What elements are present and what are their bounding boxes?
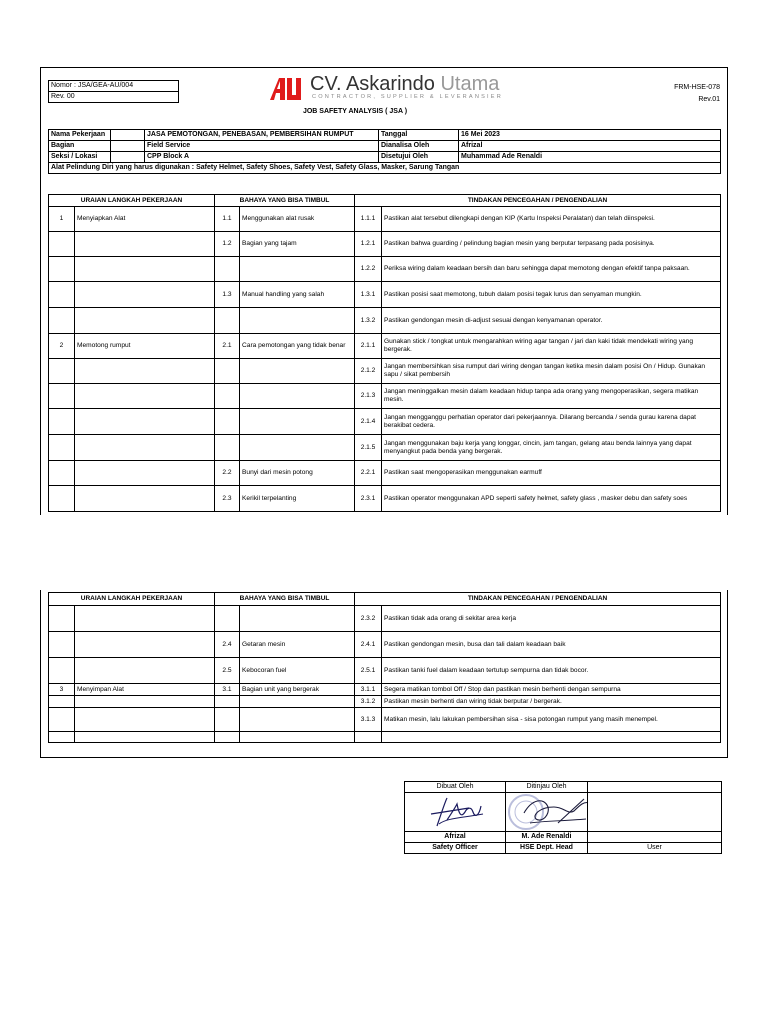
- table-row: [49, 282, 721, 308]
- step-number: [49, 359, 75, 384]
- control-text: Pastikan tanki fuel dalam keadaan tertutup sempurna dan tidak bocor.: [382, 658, 721, 684]
- control-number: 1.2.1: [355, 232, 382, 257]
- control-number: 3.1.3: [355, 708, 382, 732]
- step-number: [49, 708, 75, 732]
- reviewed-signature: [506, 793, 588, 832]
- approved-by-label: Disetujui Oleh: [379, 152, 459, 163]
- table-row: [49, 435, 721, 461]
- control-text: Gunakan stick / tongkat untuk mengarahkan wiring agar tangan / jari dan kaki tidak mendekati wiring yang bergerak.: [382, 334, 721, 359]
- control-number: [355, 732, 382, 743]
- job-name-label: Nama Pekerjaan: [49, 130, 111, 141]
- control-number: 2.3.2: [355, 606, 382, 632]
- control-text: Jangan meninggalkan mesin dalam keadaan hidup tanpa ada orang yang mengoperasikan, segera matikan mesin.: [382, 384, 721, 409]
- signature-afrizal-icon: [417, 794, 497, 832]
- hazard-text: Cara pemotongan yang tidak benar: [240, 334, 355, 359]
- hazard-number: 2.1: [215, 334, 240, 359]
- hazard-number: [215, 732, 240, 743]
- document-title: JOB SAFETY ANALYSIS ( JSA ): [302, 108, 408, 115]
- section-label: Bagian: [49, 141, 111, 152]
- step-number: [49, 282, 75, 308]
- hazard-number: 1.2: [215, 232, 240, 257]
- job-info-table: [48, 129, 721, 174]
- table-row: [49, 606, 721, 632]
- step-number: [49, 658, 75, 684]
- au-logo-icon: [270, 76, 310, 102]
- step-number: [49, 232, 75, 257]
- prepared-signature: [405, 793, 506, 832]
- step-text: [75, 384, 215, 409]
- control-text: Matikan mesin, lalu lakukan pembersihan sisa - sisa potongan rumput yang masih menempel.: [382, 708, 721, 732]
- hazard-number: [215, 384, 240, 409]
- signature-renaldi-icon: [514, 793, 588, 831]
- hazard-text: Bunyi dari mesin potong: [240, 461, 355, 486]
- hazard-text: [240, 308, 355, 334]
- control-text: Pastikan posisi saat memotong, tubuh dalam posisi tegak lurus dan senyaman mungkin.: [382, 282, 721, 308]
- hazard-number: [215, 308, 240, 334]
- step-text: [75, 461, 215, 486]
- control-text: Pastikan bahwa guarding / pelindung bagian mesin yang berputar terpasang pada posisinya.: [382, 232, 721, 257]
- control-number: 2.3.1: [355, 486, 382, 512]
- control-text: Pastikan tidak ada orang di sekitar area kerja: [382, 606, 721, 632]
- form-revision: Rev.01: [698, 96, 720, 103]
- step-number: [49, 486, 75, 512]
- hazard-number: 2.5: [215, 658, 240, 684]
- col-header-controls: TINDAKAN PENCEGAHAN / PENGENDALIAN: [355, 195, 721, 207]
- hazard-text: Kebocoran fuel: [240, 658, 355, 684]
- control-number: 3.1.2: [355, 696, 382, 708]
- hazard-number: [215, 435, 240, 461]
- hazard-text: [240, 435, 355, 461]
- control-text: Pastikan mesin berhenti dan wiring tidak berputar / bergerak.: [382, 696, 721, 708]
- step-number: [49, 384, 75, 409]
- control-number: 2.1.1: [355, 334, 382, 359]
- control-text: Jangan mengganggu perhatian operator dari pekerjaannya. Dilarang bercanda / senda gurau karena dapat berakibat cedera.: [382, 409, 721, 435]
- doc-number-box: [48, 80, 179, 103]
- hazard-text: [240, 359, 355, 384]
- table-row: [49, 409, 721, 435]
- col-header-steps: URAIAN LANGKAH PEKERJAAN: [49, 593, 215, 606]
- date-label: Tanggal: [379, 130, 459, 141]
- control-number: 2.1.3: [355, 384, 382, 409]
- user-label: User: [588, 843, 722, 854]
- control-number: 1.1.1: [355, 207, 382, 232]
- hazard-number: 1.1: [215, 207, 240, 232]
- step-text: [75, 257, 215, 282]
- prepared-by-role: Safety Officer: [405, 843, 506, 854]
- hazard-text: [240, 384, 355, 409]
- doc-revision: Rev. 00: [49, 92, 179, 103]
- table-row: [49, 257, 721, 282]
- control-text: [382, 732, 721, 743]
- hazard-number: 1.3: [215, 282, 240, 308]
- signature-table: [404, 781, 722, 854]
- step-text: Menyimpan Alat: [75, 684, 215, 696]
- prepared-by-name: Afrizal: [405, 832, 506, 843]
- step-text: [75, 308, 215, 334]
- step-text: [75, 632, 215, 658]
- control-number: 3.1.1: [355, 684, 382, 696]
- step-text: [75, 282, 215, 308]
- jsa-table-page-2: [48, 592, 721, 743]
- step-number: [49, 461, 75, 486]
- step-text: [75, 232, 215, 257]
- hazard-number: 2.2: [215, 461, 240, 486]
- control-number: 1.3.2: [355, 308, 382, 334]
- control-text: Jangan menggunakan baju kerja yang longgar, cincin, jam tangan, gelang atau benda lainnya yang dapat menyangkut pada benda yang bergerak.: [382, 435, 721, 461]
- ppe-requirement: Alat Pelindung Diri yang harus digunakan : Safety Helmet, Safety Shoes, Safety Vest, Safety Glass, Masker, Sarung Tangan: [49, 163, 721, 174]
- step-number: [49, 732, 75, 743]
- hazard-text: [240, 696, 355, 708]
- hazard-text: [240, 606, 355, 632]
- table-row: [49, 486, 721, 512]
- table-row: [49, 708, 721, 732]
- section-value: Field Service: [145, 141, 379, 152]
- control-text: Pastikan alat tersebut dilengkapi dengan KIP (Kartu Inspeksi Peralatan) dan telah diinspeksi.: [382, 207, 721, 232]
- control-number: 2.2.1: [355, 461, 382, 486]
- hazard-number: 2.3: [215, 486, 240, 512]
- step-number: [49, 696, 75, 708]
- hazard-text: [240, 409, 355, 435]
- job-name-value: JASA PEMOTONGAN, PENEBASAN, PEMBERSIHAN RUMPUT: [145, 130, 379, 141]
- table-row: [49, 732, 721, 743]
- control-number: 2.1.5: [355, 435, 382, 461]
- form-code: FRM-HSE-078: [674, 84, 720, 91]
- approved-by-value: Muhammad Ade Renaldi: [459, 152, 721, 163]
- table-row: [49, 308, 721, 334]
- step-text: Memotong rumput: [75, 334, 215, 359]
- company-name-secondary: Utama: [440, 73, 500, 95]
- control-number: 1.3.1: [355, 282, 382, 308]
- step-number: [49, 409, 75, 435]
- table-row: [49, 696, 721, 708]
- step-number: [49, 606, 75, 632]
- hazard-text: [240, 708, 355, 732]
- reviewed-by-role: HSE Dept. Head: [506, 843, 588, 854]
- table-row: [49, 632, 721, 658]
- hazard-text: Kerikil terpelanting: [240, 486, 355, 512]
- hazard-text: Manual handling yang salah: [240, 282, 355, 308]
- col-header-hazards: BAHAYA YANG BISA TIMBUL: [215, 593, 355, 606]
- col-header-hazards: BAHAYA YANG BISA TIMBUL: [215, 195, 355, 207]
- hazard-text: Bagian unit yang bergerak: [240, 684, 355, 696]
- hazard-text: [240, 732, 355, 743]
- step-number: [49, 435, 75, 461]
- control-number: 2.1.2: [355, 359, 382, 384]
- date-value: 16 Mei 2023: [459, 130, 721, 141]
- step-number: [49, 632, 75, 658]
- control-text: Segera matikan tombol Off / Stop dan pastikan mesin berhenti dengan sempurna: [382, 684, 721, 696]
- step-text: [75, 708, 215, 732]
- table-row: [49, 359, 721, 384]
- step-number: 3: [49, 684, 75, 696]
- control-text: Periksa wiring dalam keadaan bersih dan baru sehingga dapat memotong dengan efektif tanpa paksaan.: [382, 257, 721, 282]
- step-text: [75, 606, 215, 632]
- company-logo: [270, 73, 503, 102]
- analyzed-by-label: Dianalisa Oleh: [379, 141, 459, 152]
- step-text: [75, 486, 215, 512]
- hazard-number: [215, 409, 240, 435]
- step-text: Menyiapkan Alat: [75, 207, 215, 232]
- control-number: 1.2.2: [355, 257, 382, 282]
- hazard-text: Getaran mesin: [240, 632, 355, 658]
- table-row: [49, 334, 721, 359]
- step-number: 2: [49, 334, 75, 359]
- control-text: Pastikan operator menggunakan APD seperti safety helmet, safety glass , masker debu dan safety soes: [382, 486, 721, 512]
- col-header-controls: TINDAKAN PENCEGAHAN / PENGENDALIAN: [355, 593, 721, 606]
- table-row: [49, 384, 721, 409]
- hazard-number: [215, 696, 240, 708]
- reviewed-by-name: M. Ade Renaldi: [506, 832, 588, 843]
- location-value: CPP Block A: [145, 152, 379, 163]
- step-text: [75, 658, 215, 684]
- step-text: [75, 435, 215, 461]
- step-text: [75, 409, 215, 435]
- control-text: Jangan membersihkan sisa rumput dari wiring dengan tangan ketika mesin dalam posisi On / Hidup. Gunakan sapu / sikat pembersih: [382, 359, 721, 384]
- step-number: [49, 308, 75, 334]
- hazard-number: [215, 708, 240, 732]
- control-number: 2.1.4: [355, 409, 382, 435]
- control-text: Pastikan saat mengoperasikan menggunakan earmuff: [382, 461, 721, 486]
- prepared-by-label: Dibuat Oleh: [405, 782, 506, 793]
- table-row: [49, 207, 721, 232]
- table-row: [49, 232, 721, 257]
- hazard-number: 3.1: [215, 684, 240, 696]
- hazard-number: [215, 257, 240, 282]
- step-text: [75, 359, 215, 384]
- step-text: [75, 696, 215, 708]
- hazard-text: [240, 257, 355, 282]
- hazard-number: [215, 359, 240, 384]
- reviewed-by-label: Ditinjau Oleh: [506, 782, 588, 793]
- step-number: [49, 257, 75, 282]
- table-row: [49, 658, 721, 684]
- hazard-number: 2.4: [215, 632, 240, 658]
- table-row: [49, 684, 721, 696]
- table-row: [49, 461, 721, 486]
- col-header-steps: URAIAN LANGKAH PEKERJAAN: [49, 195, 215, 207]
- jsa-table-page-1: [48, 194, 721, 512]
- hazard-text: Menggunakan alat rusak: [240, 207, 355, 232]
- company-tagline: CONTRACTOR, SUPPLIER & LEVERANSIER: [312, 94, 503, 100]
- control-number: 2.5.1: [355, 658, 382, 684]
- location-label: Seksi / Lokasi: [49, 152, 111, 163]
- step-number: 1: [49, 207, 75, 232]
- analyzed-by-value: Afrizal: [459, 141, 721, 152]
- control-text: Pastikan gendongan mesin, busa dan tali dalam keadaan baik: [382, 632, 721, 658]
- hazard-number: [215, 606, 240, 632]
- hazard-text: Bagian yang tajam: [240, 232, 355, 257]
- company-name-primary: CV. Askarindo: [310, 73, 435, 95]
- control-text: Pastikan gendongan mesin di-adjust sesuai dengan kenyamanan operator.: [382, 308, 721, 334]
- doc-number: Nomor : JSA/GEA-AU/004: [49, 81, 179, 92]
- control-number: 2.4.1: [355, 632, 382, 658]
- step-text: [75, 732, 215, 743]
